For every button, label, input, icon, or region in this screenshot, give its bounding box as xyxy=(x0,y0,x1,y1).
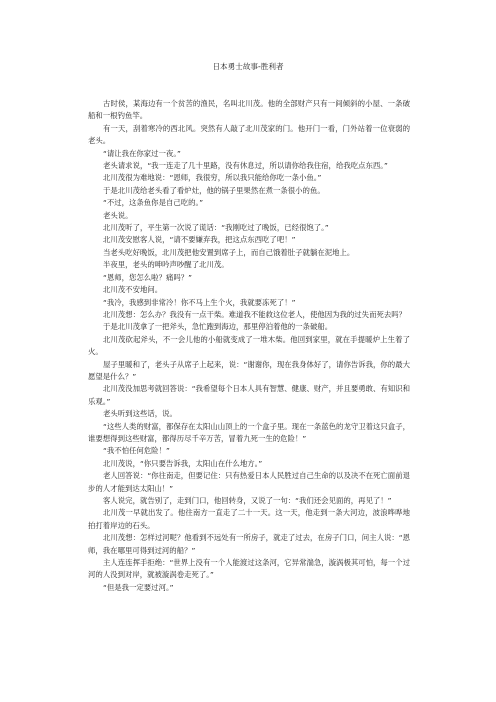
paragraph: 于是北川茂给老头看了看炉灶，他的锅子里果然在煮一条很小的鱼。 xyxy=(103,185,325,195)
paragraph: 老头说。 xyxy=(103,210,133,220)
paragraph: 北川茂一早就出发了。他往南方一直走了二十一天。这一天，他走到一条大河边，波浪哗哗地拍打着岸边的石头。 xyxy=(88,508,410,530)
paragraph: 北川茂很为难地说：“恩师，我很穷，所以我只能给你吃一条小鱼。” xyxy=(103,173,322,183)
paragraph: 北川茂想：怎么办？我没有一点干柴。难道我不能救这位老人，使他因为我的过失而死去吗？ xyxy=(103,309,407,319)
paragraph: “不过，这条鱼你是自己吃的。” xyxy=(103,198,204,208)
paragraph: “恩师，您怎么啦？痛吗？” xyxy=(103,272,192,282)
paragraph: 当老头吃好晚饭，北川茂把他安置到席子上，而自己饿着肚子就躺在泥地上。 xyxy=(103,247,355,257)
paragraph: 北川茂不安地问。 xyxy=(103,285,163,295)
paragraph: 有一天，刮着寒冷的西北风。突然有人敲了北川茂家的门。他开门一看，门外站着一位衰弱的老头。 xyxy=(88,123,410,146)
paragraph: 客人说完，就告别了，走到门口，他回转身，又说了一句：“我们还会见面的，再见了！” xyxy=(103,496,392,505)
document-title: 日本勇士故事-胜利者 xyxy=(212,62,284,71)
paragraph: 古时侯，某海边有一个贫苦的渔民，名叫北川茂。他的全部财产只有一间倾斜的小屋、一条破船和一根钓鱼竿。 xyxy=(88,99,410,121)
paragraph: 半夜里，老头的呻吟声吵醒了北川茂。 xyxy=(103,260,229,270)
paragraph: “但是我一定要过河。” xyxy=(103,582,174,592)
paragraph: “我不怕任何危险！” xyxy=(103,446,170,456)
document-body xyxy=(88,98,410,594)
paragraph: 北川茂听了，平生第一次说了谎话：“我刚吃过了晚饭，已经很饱了。” xyxy=(103,223,329,233)
paragraph: 主人连连挥手拒绝：“世界上没有一个人能渡过这条河，它异常湍急，漩涡极其可怕，每一个过河的人没到对岸，就被漩涡卷走死了。” xyxy=(88,558,410,580)
paragraph: 北川茂安慰客人说，“请不要嫌弃我，把这点东西吃了吧！” xyxy=(103,235,296,245)
paragraph: 老人回答说：“你往南走，但要记住：只有热爱日本人民胜过自己生命的以及决不在死亡面前退步的人才能到达太阳山！” xyxy=(88,471,410,493)
paragraph: 北川茂想：怎样过河呢？他看到不远处有一所房子，就走了过去，在房子门口，问主人说：“恩师，我在哪里可得到过河的船？” xyxy=(88,533,410,555)
paragraph: 老头听到这些话，说。 xyxy=(103,409,177,419)
paragraph: “这些人类的财富，都保存在太阳山山顶上的一个盒子里。现在一条蓝色的龙守卫着这只盒子，谁要想得到这些财富，都得历尽千辛万苦，冒着九死一生的危险！” xyxy=(88,421,410,443)
paragraph: 北川茂砍起斧头，不一会儿他的小船就变成了一堆木柴。他回到家里，就在手提暖炉上生着了火。 xyxy=(88,334,410,357)
paragraph: 北川茂说，“你只要告诉我，太阳山在什么地方。” xyxy=(103,458,263,468)
paragraph: 于是北川茂拿了一把斧头，急忙跑到海边，那里停泊着他的一条破船。 xyxy=(103,322,333,332)
paragraph: 北川茂没加思考就回答说：“我希望每个日本人具有智慧、健康、财产，并且要勇敢、有知识和乐观。” xyxy=(88,384,410,406)
paragraph: “请让我在你家过一夜。” xyxy=(103,148,181,158)
paragraph: “我冷，我感到非常冷！你不马上生个火，我就要冻死了！” xyxy=(103,297,296,307)
paragraph: 老头请求说，“我一连走了几十里路，没有休息过，所以请你给我住宿，给我吃点东西。” xyxy=(103,161,388,171)
paragraph: 屋子里暖和了，老头子从席子上起来，说：“谢谢你，现在我身体好了，请你告诉我，你的最大愿望是什么？” xyxy=(88,359,410,381)
